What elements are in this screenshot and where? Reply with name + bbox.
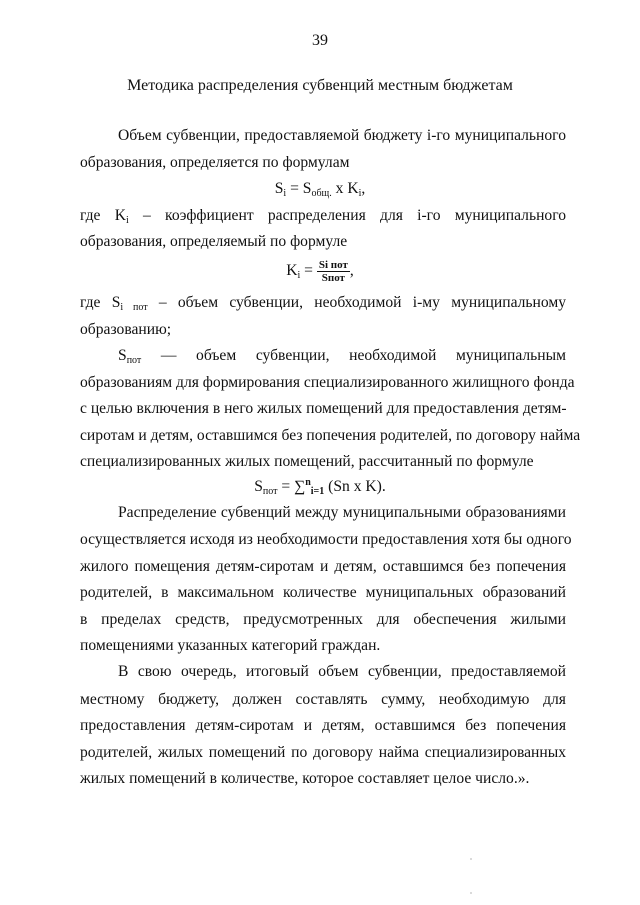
p2-word: где [80, 207, 101, 224]
paragraph-5-line-3: жилого помещения детям-сиротам и детям, оставшимся без попечения [80, 558, 566, 575]
p4-s: $S_{пот}$ [118, 347, 142, 366]
p3-word: где [80, 294, 101, 311]
paragraph-5-line-5: в пределах средств, предусмотренных для обеспечения жилыми [80, 611, 566, 628]
paragraph-2-line-2: образования, определяемый по формуле [80, 233, 348, 250]
paragraph-6-line-3: предоставления детям-сиротам и детям, оставшимся без попечения [80, 717, 566, 734]
p2-k: $K_i$ [114, 207, 129, 226]
p4-word: муниципальным [455, 347, 566, 364]
paragraph-4-line-3: с целью включения в него жилых помещений для предоставления детям- [80, 400, 567, 417]
p4-word: необходимой [349, 347, 437, 364]
scan-speck [470, 892, 472, 894]
p3-word: объем [177, 294, 219, 311]
paragraph-6-line-1: В свою очередь, итоговый объем субвенции, предоставляемой [118, 663, 566, 680]
formula-1-eq: = S [286, 180, 312, 197]
formula-1-x: x K [331, 180, 359, 197]
page-number: 39 [312, 32, 328, 49]
formula-2-eq: = [300, 262, 317, 279]
formula-3-sub: пот [262, 486, 278, 497]
p4-word: объем [196, 347, 237, 364]
p4-word: субвенции, [255, 347, 330, 364]
formula-k-i [0, 256, 640, 286]
paragraph-5-line-2: осуществляется исходя из необходимости предоставления хотя бы одного [80, 531, 572, 548]
paragraph-6-line-2: местному бюджету, должен составлять сумму, необходимую для [80, 691, 566, 708]
paragraph-1-line-1: Объем субвенции, предоставляемой бюджету i-го муниципального [118, 127, 566, 144]
fraction-denominator: Sпот [321, 271, 345, 284]
p3-word: необходимой [314, 294, 402, 311]
paragraph-6-line-4: родителей, жилых помещений по договору найма специализированных [80, 744, 566, 761]
p2-word: i-го [417, 207, 441, 224]
paragraph-2-line-1 [80, 206, 566, 226]
formula-1-sub-i2: i [358, 188, 362, 199]
paragraph-1-line-2: образования, определяется по формулам [80, 154, 350, 171]
paragraph-5-line-4: родителей, в максимальном количестве муниципальных образований [80, 584, 566, 601]
fraction-numerator: Si пот [318, 258, 348, 271]
formula-1-sub-i: i [283, 188, 287, 199]
p3-word: муниципальному [451, 294, 567, 311]
formula-2-fraction [317, 259, 350, 284]
paragraph-5-line-1: Распределение субвенций между муниципальными образованиями [118, 504, 566, 521]
formula-s-i [0, 179, 640, 199]
p3-word: субвенции, [229, 294, 304, 311]
scan-speck [470, 858, 472, 860]
paragraph-4-line-1 [118, 346, 566, 366]
paragraph-6-line-5: жилых помещений в количестве, которое составляет целое число.». [80, 770, 530, 787]
p2-word: распределения [267, 207, 366, 224]
formula-2-end: , [349, 262, 354, 279]
p2-word: коэффициент [165, 207, 254, 224]
formula-1-end: , [361, 180, 366, 197]
p3-word: – [158, 294, 167, 311]
formula-1-s: S [274, 180, 284, 197]
formula-3-rest: (Sn x K). [324, 478, 386, 495]
paragraph-4-line-4: сиротам и детям, оставшимся без попечения родителей, по договору найма [80, 427, 581, 444]
page-title: Методика распределения субвенций местным бюджетам [127, 77, 513, 94]
p2-word: для [380, 207, 403, 224]
formula-3-s: S [254, 478, 263, 495]
p4-word: — [160, 347, 177, 364]
formula-3-lower: i=1 [310, 486, 325, 497]
formula-2-k: K [286, 262, 298, 279]
formula-3-sum: = ∑ [277, 478, 306, 495]
paragraph-5-line-6: помещениями указанных категорий граждан. [80, 637, 381, 654]
formula-s-pot [0, 477, 640, 497]
paragraph-4-line-2: образованиям для формирования специализированного жилищного фонда [80, 374, 575, 391]
p2-word: муниципального [454, 207, 567, 224]
paragraph-3-line-2: образованию; [80, 321, 172, 338]
paragraph-4-line-5: специализированных жилых помещений, рассчитанный по формуле [80, 453, 534, 470]
p2-word: – [143, 207, 151, 224]
paragraph-3-line-1 [80, 293, 566, 313]
formula-3-sup: n [305, 477, 311, 488]
p3-word: i-му [412, 294, 440, 311]
formula-2-sub-i: i [297, 270, 301, 281]
p3-s: $S_{i пот}$ [111, 294, 148, 313]
formula-1-sub-obsh: общ. [311, 188, 332, 199]
